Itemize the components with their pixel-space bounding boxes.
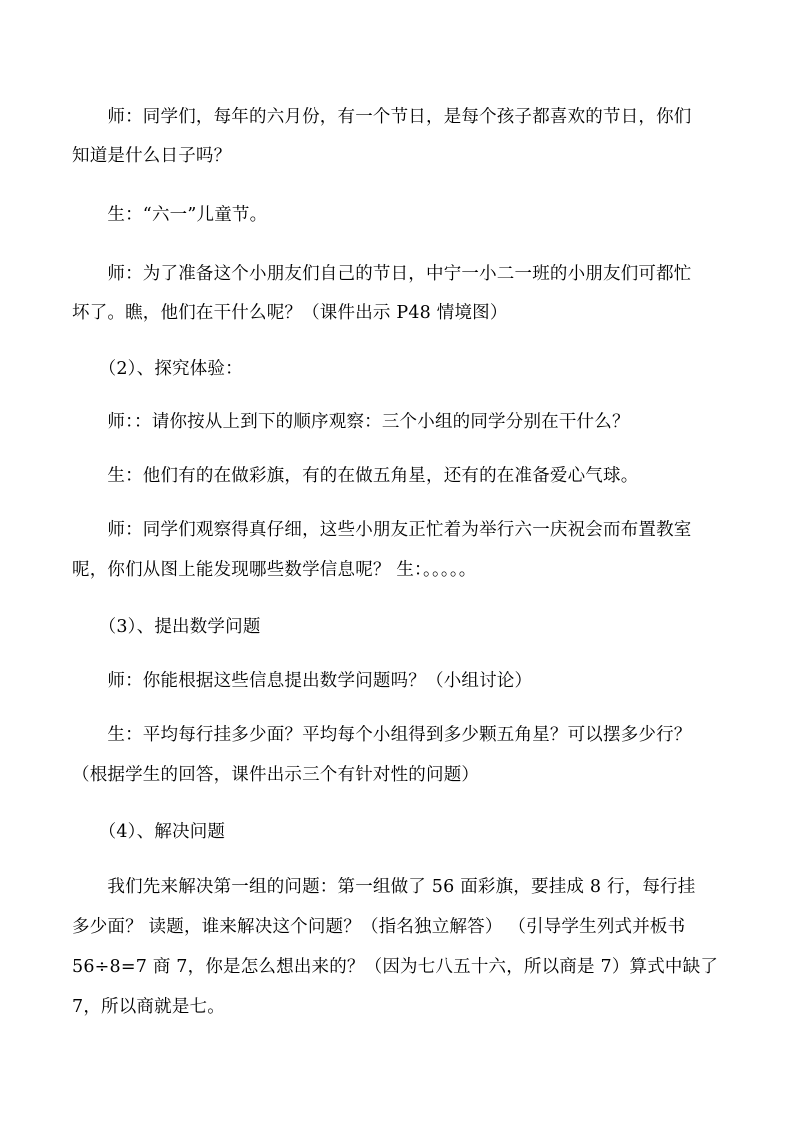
text-line: 师：同学们观察得真仔细，这些小朋友正忙着为举行六一庆祝会而布置教室 — [72, 520, 692, 540]
text-line: 我们先来解决第一组的问题：第一组做了 56 面彩旗，要挂成 8 行，每行挂 — [72, 877, 696, 897]
text-line: 师：你能根据这些信息提出数学问题吗？（小组讨论） — [72, 671, 533, 691]
section-heading: （4）、解决问题 — [72, 822, 226, 842]
text-line: 生：他们有的在做彩旗，有的在做五角星，还有的在准备爱心气球。 — [72, 466, 639, 486]
text-line: 师：：请你按从上到下的顺序观察：三个小组的同学分别在干什么？ — [72, 412, 630, 432]
text-line: 56÷8=7 商 7，你是怎么想出来的？（因为七八五十六，所以商是 7）算式中缺了 — [72, 957, 719, 977]
text-line: 呢，你们从图上能发现哪些数学信息呢？ 生：。。。。。 — [72, 560, 477, 580]
text-line: 知道是什么日子吗？ — [72, 146, 232, 166]
text-line: 多少面？ 读题，谁来解决这个问题？（指名独立解答） （引导学生列式并板书 — [72, 917, 686, 937]
text-line: 生：“六一”儿童节。 — [72, 205, 268, 225]
text-line: 师：同学们，每年的六月份，有一个节日，是每个孩子都喜欢的节日，你们 — [72, 107, 692, 127]
section-heading: （2）、探究体验： — [72, 359, 243, 379]
section-heading: （3）、提出数学问题 — [72, 617, 261, 637]
text-line: 坏了。瞧，他们在干什么呢？（课件出示 P48 情境图） — [72, 303, 508, 323]
text-line: 生：平均每行挂多少面？平均每个小组得到多少颗五角星？可以摆多少行？ — [72, 725, 692, 745]
text-line: 7，所以商就是七。 — [72, 997, 225, 1017]
text-line: 师：为了准备这个小朋友们自己的节日，中宁一小二一班的小朋友们可都忙 — [72, 264, 692, 284]
text-line: （根据学生的回答，课件出示三个有针对性的问题） — [72, 765, 480, 785]
